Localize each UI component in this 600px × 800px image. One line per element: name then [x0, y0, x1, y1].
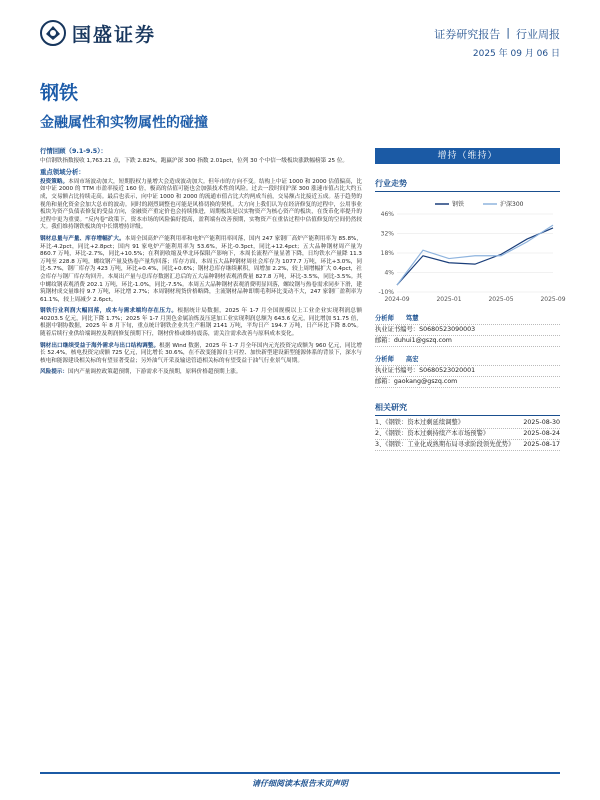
company-logo: [40, 20, 156, 46]
report-header: [0, 0, 600, 70]
analyst-block-2: [375, 355, 560, 388]
analyst-email[interactable]: 邮箱：duhui1@gszq.com: [375, 336, 560, 347]
risk-text: 国内产量调控政策超预期，下游需求不及预期，原料价格超预期上涨。: [67, 369, 242, 376]
report-type-line: [434, 26, 560, 42]
trend-heading: 行业走势: [375, 178, 560, 192]
analyst-label: 分析师: [375, 356, 394, 363]
export-lead: 钢材出口继续受益于海外需求与出口结构调整。: [40, 342, 160, 349]
legend-label: 钢铁: [452, 201, 465, 208]
main-body: [40, 148, 362, 381]
y-tick-label: 18%: [380, 250, 394, 257]
key-analysis-heading: 重点领域分析：: [40, 168, 85, 177]
risk-paragraph: [40, 369, 362, 377]
related-research-heading: 相关研究: [375, 402, 560, 416]
supply-paragraph: [40, 236, 362, 304]
logo-icon: [40, 20, 66, 46]
review-paragraph: 中信钢铁指数报收 1,763.21 点，下跌 2.82%，跑赢沪深 300 指数 2.01pct，位列 30 个中信一级板块涨跌幅榜第 25 位。: [40, 157, 349, 164]
export-paragraph: [40, 343, 362, 366]
report-date: 2025 年 09 月 06 日: [472, 49, 560, 59]
trend-chart: [375, 196, 566, 306]
cost-text: 根据统计局数据，2025 年 1-7 月全国规模以上工业企业实现利润总额 40203.5 亿元，同比下降 1.7%；2025 年 1-7 月黑色金属冶炼及压延加工业实现利润总额为 643.6 亿元，同比增加 51.75 倍，根据中钢协数据，2025 年 8 月下旬，重点统计钢铁企业共生产粗钢 2141 万吨，平均日产 194.7 万吨，日产环比下降 8.0%。随着后续行业供给端调控及利润修复预期下行，钢材价格或维持震荡，需关注需求改善与原料成本变化。: [40, 308, 362, 338]
footer-rule: [40, 772, 560, 774]
supply-text: 本周全国高炉产能利用率和电炉产能利用率回落，国内 247 家钢厂高炉产能利用率为 85.8%，环比-4.2pct，同比+2.8pct；国内 91 家电炉产能利用率为 53.6%，环比-0.3pct，同比+12.4pct；五大品种钢材周产量为 860.7 万吨，环比-2.7%，同比+10.5%；在利润收缩及华北环保限产影响下，本周长流程产量显著下降，日均铁水产量降 11.3 万吨至 228.8 万吨，螺纹钢产量及热卷产量均回落；库存方面，本周五大品种钢材周社会库存为 1077.7 万吨，环比+3.0%，同比-5.7%，钢厂库存为 423 万吨，环比+0.4%，同比+0.6%；钢材总库存继续累积，周增加 2.2%，较上周增幅扩大 0.4pct，社会库存与钢厂库存均回升。本周出产量与总库存数据汇总后的五大品种钢材表观消费量 827.8 万吨，环比-3.5%，同比-3.5%。其中螺纹钢表观消费 202.1 万吨，环比-1.0%，同比-7.5%。本周五大品种钢材表观消费明显回落，螺纹钢与热卷需求同步下滑，建筑钢材成交量维持 9.7 万吨，环比增 2.7%；本周钢材现货价格略降，主流钢材品种即期毛利环比变动不大，247 家钢厂盈利率为 61.1%，较上周减少 2.6pct。: [40, 235, 362, 303]
related-report[interactable]: 1、《钢铁：资本过剩延续调整》 2025-08-30: [375, 418, 560, 429]
analyst-name: 高宏: [405, 356, 419, 363]
y-tick-label: 32%: [380, 230, 394, 238]
legend-label: 沪深300: [500, 201, 524, 208]
related-research-list: [375, 418, 560, 451]
review-heading: 行情回顾（9.1-9.5）：: [40, 147, 107, 155]
related-report[interactable]: 2、《钢铁：资本过剩持续产本市场预警》 2025-08-24: [375, 429, 560, 440]
logo-text: 国盛证券: [72, 23, 157, 46]
report-type: 证券研究报告: [434, 28, 501, 41]
header-separator: |: [506, 26, 510, 39]
analyst-label: 分析师: [375, 315, 394, 322]
sidebar: [375, 148, 566, 451]
y-tick-label: 46%: [380, 211, 394, 218]
analyst-cert: 执业证书编号：S0680523020001: [375, 366, 560, 377]
y-tick-label: 4%: [384, 269, 394, 277]
y-tick-label: -10%: [378, 289, 394, 296]
invest-text: 本周市场波动加大，短期股权力量增大会造成波动加大。但年市的方向不变。结构上中证 1000 和 2000 估值偏高，比如中证 2000 的 TTM 市盈率接近 160 倍，极高的估值可能也会加强技术性的风险。过去一段时间沪深 300 涨速市值占比大约五成，交易额占比持续走高。最后也表示，向中证 1000 和 2000 的流通市值占比大约两成当前，交易额占比接近五成。基于趋势的视角和量化资金会加大总市的波动。同时的剧烈调整也可能是风格切换的契机。大方向上我们认为在经济修复的过程中，公用事业板块为资产负债表修复的受益方向，金融资产重定价也会持续推进，周期板块是以实物资产为核心资产的板块，在货币化率提升的过程中更为重要。“反内卷”政策下，资本市场的风险偏好提高，盈利端有改善预期，实物资产在重估过程中估值修复的空间仍然较大。我们维持钢铁板块的中长期增持评级。: [40, 178, 362, 231]
analyst-email[interactable]: 邮箱：gaokang@gszq.com: [375, 377, 560, 388]
export-text: 根据 Wind 数据，2025 年 1-7 月全年国内元光投资完成额为 960 亿元，同比增长 52.4%，核电投资完成额 725 亿元，同比增长 30.6%，在不改变能源自主可控、加快新型建设新型能源体系的背景下，深水与核电和能源建设相关标的有望显著受益；另外油气开采及输送管道相关标的有望受益于油气行业景气周期。: [40, 342, 362, 364]
cost-paragraph: [40, 308, 362, 338]
x-tick-label: 2025-01: [436, 296, 462, 303]
cost-lead: 钢铁行业利润大幅回落，成本与需求端均存在压力。: [40, 308, 178, 315]
analyst-block-1: [375, 314, 560, 347]
supply-lead: 钢材总量与产量、库存增幅扩大。: [40, 235, 125, 242]
invest-paragraph: [40, 179, 362, 232]
rating-badge: 增持（维持）: [375, 148, 560, 164]
analyst-name: 笃慧: [405, 315, 419, 322]
report-category: 行业周报: [516, 28, 560, 41]
x-tick-label: 2025-05: [488, 296, 514, 303]
analyst-cert: 执业证书编号：S0680523090003: [375, 325, 560, 336]
x-tick-label: 2024-09: [384, 296, 410, 303]
page-footer: [0, 770, 600, 790]
series-line-steel: [397, 228, 553, 285]
risk-lead: 风险提示：: [40, 369, 68, 376]
x-tick-label: 2025-09: [540, 296, 566, 303]
invest-lead: 投资策略。: [40, 178, 69, 185]
series-line-csi300: [397, 225, 553, 285]
related-report[interactable]: 3、《钢铁：工业化成熟期布局寻求阶段领先优势》 2025-08-17: [375, 440, 560, 451]
trend-chart-svg: [375, 196, 566, 306]
page-title: 金融属性和实物属性的碰撞: [40, 115, 208, 131]
footer-disclaimer: 请仔细阅读本报告末页声明: [252, 779, 348, 788]
sector-name: 钢铁: [40, 82, 79, 104]
